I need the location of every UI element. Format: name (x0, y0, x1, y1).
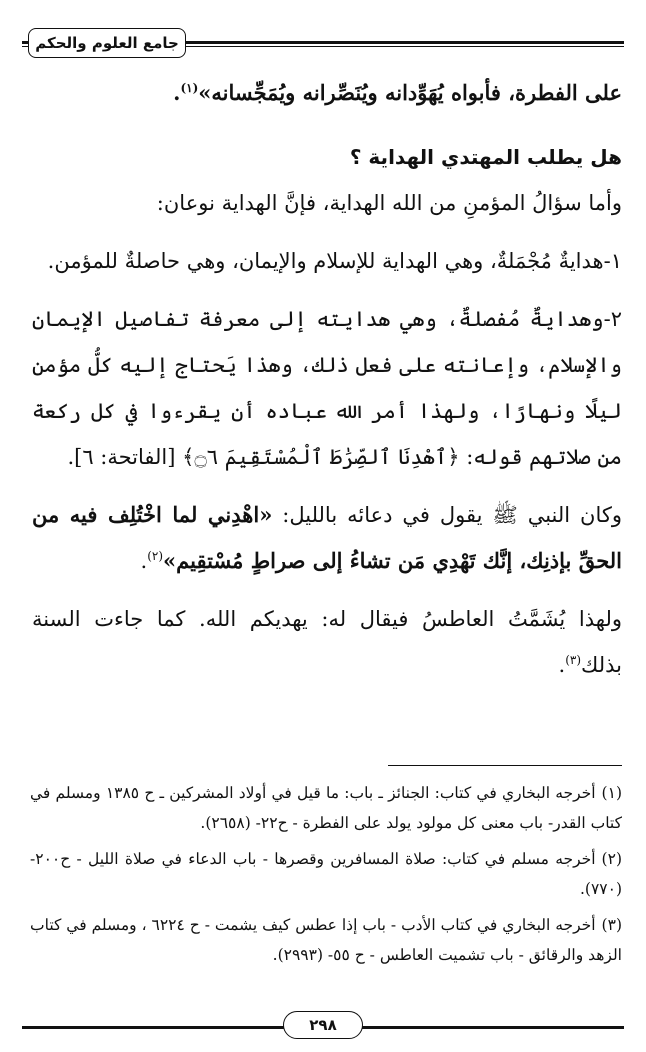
paragraph-2: وأما سؤالُ المؤمنِ من الله الهداية، فإنَّ الهداية نوعان: (156, 191, 622, 215)
paragraph-5: وكان النبي ﷺ يقول في دعائه بالليل: «اهْدِني لما اخْتُلِف فيه من الحقِّ بإذنِك، إنَّك تَهْدِي مَن تشاءُ إلى صراطٍ مُسْتقِيم»$^{(٢)}$. (32, 502, 622, 573)
footnote-3: (٣)أخرجه البخاري في كتاب الأدب - باب إذا عطس كيف يشمت - ح ٦٢٢٤ ، ومسلم في كتاب الزهد والرقائق - باب تشميت العاطس - ح ٥٥- (٢٩٩٣). (30, 916, 622, 964)
footnote-ref-1[interactable]: (١) (180, 81, 199, 95)
footnote-2: (٢)أخرجه مسلم في كتاب: صلاة المسافرين وقصرها - باب الدعاء في صلاة الليل - ح٢٠٠-(٧٧٠). (30, 850, 622, 898)
footnote-ref-3[interactable]: (٣) (565, 653, 582, 667)
footnote-ref-2[interactable]: (٢) (147, 549, 164, 563)
paragraph-6: ولهذا يُشَمَّتُ العاطسُ فيقال له: يهديكم الله. كما جاءت السنة بذلك$^{(٣)}$. (32, 607, 622, 677)
paragraph-1: على الفطرة، فأبواه يُهَوِّدانه ويُنَصِّرانه ويُمَجِّسانه»$^{(١)}$. (173, 80, 622, 105)
footnote-separator (388, 765, 622, 766)
hadith-quote: «اهْدِني لما اخْتُلِف فيه من الحقِّ بإذنِك، إنَّك تَهْدِي مَن تشاءُ إلى صراطٍ مُسْتقِيم» (32, 502, 622, 573)
footnotes (30, 778, 622, 976)
section-heading: هل يطلب المهتدي الهداية ؟ (349, 145, 622, 169)
paragraph-4: ٢-وهدايةٌ مُفصلةٌ، وهي هدايته إلى معرفة تفاصيل الإيمان والإسلام، وإعانته على فعل ذلك، وهذا يَحتاج إليه كلُّ مؤمن ليلًا ونهارًا، ولهذا أمر الله عباده أن يقرءوا في كل ركعة من صلاتهم قوله: ﴿ٱهْدِنَا ٱلصِّرَٰطَ ٱلْمُسْتَقِيمَ ۝٦﴾ [الفاتحة: ٦]. (32, 307, 622, 469)
footnote-1: (١)أخرجه البخاري في كتاب: الجنائز ـ باب: ما قيل في أولاد المشركين ـ ح ١٣٨٥ ومسلم في كتاب القدر- باب معنى كل مولود يولد على الفطرة - ح٢٢- (٢٦٥٨). (30, 784, 622, 832)
running-header-title: جامع العلوم والحكم (28, 28, 186, 58)
page-number: ٢٩٨ (283, 1011, 363, 1039)
paragraph-3: ١-هدايةٌ مُجْمَلةٌ، وهي الهداية للإسلام والإيمان، وهي حاصلةٌ للمؤمن. (47, 249, 622, 273)
main-text (32, 70, 622, 688)
